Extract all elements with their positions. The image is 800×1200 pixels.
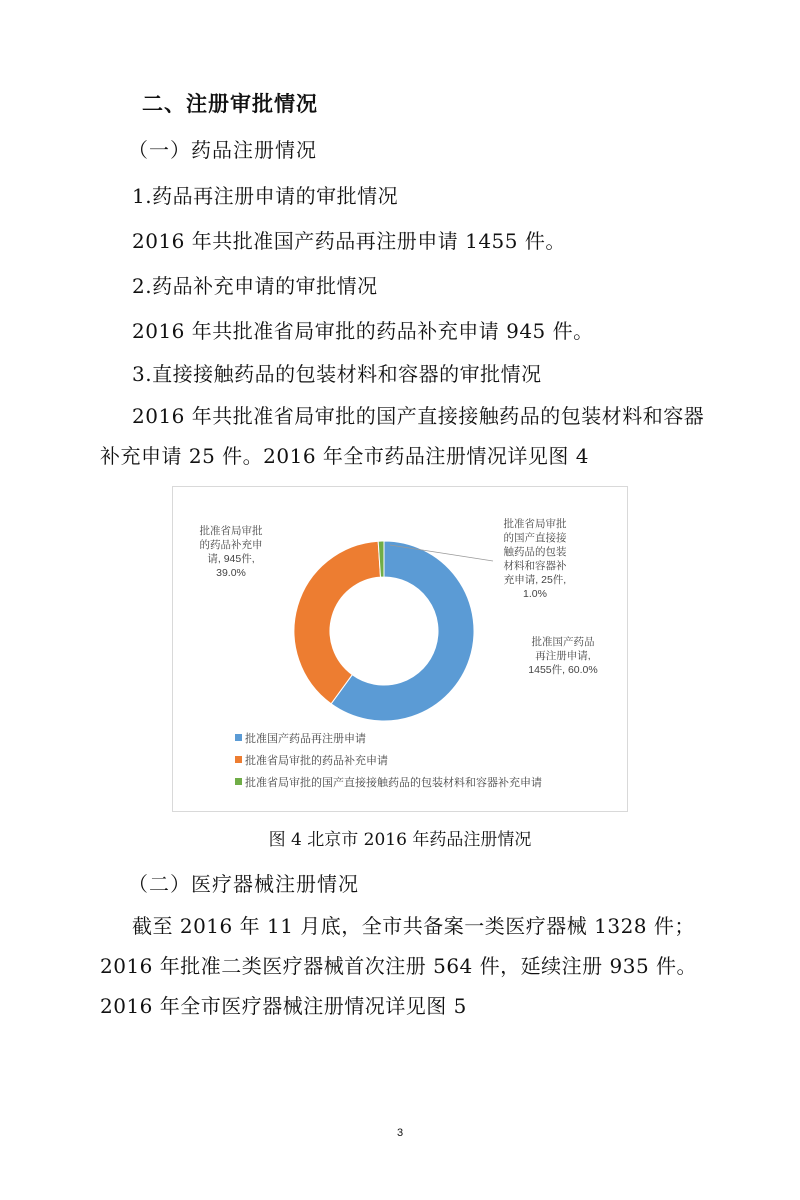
slice-label-packaging: 批准省局审批的国产直接接触药品的包装材料和容器补充申请, 25件, 1.0%: [503, 518, 567, 600]
donut-chart: [173, 487, 627, 811]
device-paragraph: 截至 2016 年 11 月底，全市共备案一类医疗器械 1328 件；2016 年批准二类医疗器械首次注册 564 件，延续注册 935 件。2016 年全市医疗器械注册情况详见图 5: [100, 914, 698, 1018]
legend-label-reexam: 批准国产药品再注册申请: [245, 733, 366, 745]
item3-title: 3.直接接触药品的包装材料和容器的审批情况: [132, 362, 542, 386]
page-number: 3: [396, 1127, 404, 1139]
figure-4-chart: [172, 486, 628, 812]
item1-text: 2016 年共批准国产药品再注册申请 1455 件。: [132, 229, 566, 253]
slice-label-reexam: 批准国产药品再注册申请, 1455件, 60.0%: [528, 636, 598, 676]
legend-label-packaging: 批准省局审批的国产直接接触药品的包装材料和容器补充申请: [245, 777, 542, 789]
figure-caption: 图 4 北京市 2016 年药品注册情况: [268, 830, 532, 850]
item2-text: 2016 年共批准省局审批的药品补充申请 945 件。: [132, 319, 594, 343]
subsection-heading-drug: （一）药品注册情况: [128, 138, 317, 162]
legend-swatch-reexam: [235, 734, 242, 741]
slice-label-supplement: 批准省局审批的药品补充申请, 945件, 39.0%: [199, 525, 263, 579]
item2-title: 2.药品补充申请的审批情况: [132, 274, 378, 298]
legend-label-supplement: 批准省局审批的药品补充申请: [245, 755, 388, 767]
item3-paragraph: 2016 年共批准省局审批的国产直接接触药品的包装材料和容器补充申请 25 件。2016 年全市药品注册情况详见图 4: [100, 404, 705, 468]
donut-slice-supplement: [294, 541, 381, 704]
subsection-heading-device: （二）医疗器械注册情况: [128, 872, 359, 896]
legend-swatch-packaging: [235, 778, 242, 785]
section-heading: 二、注册审批情况: [142, 92, 318, 116]
legend-swatch-supplement: [235, 756, 242, 763]
item1-title: 1.药品再注册申请的审批情况: [132, 184, 399, 208]
